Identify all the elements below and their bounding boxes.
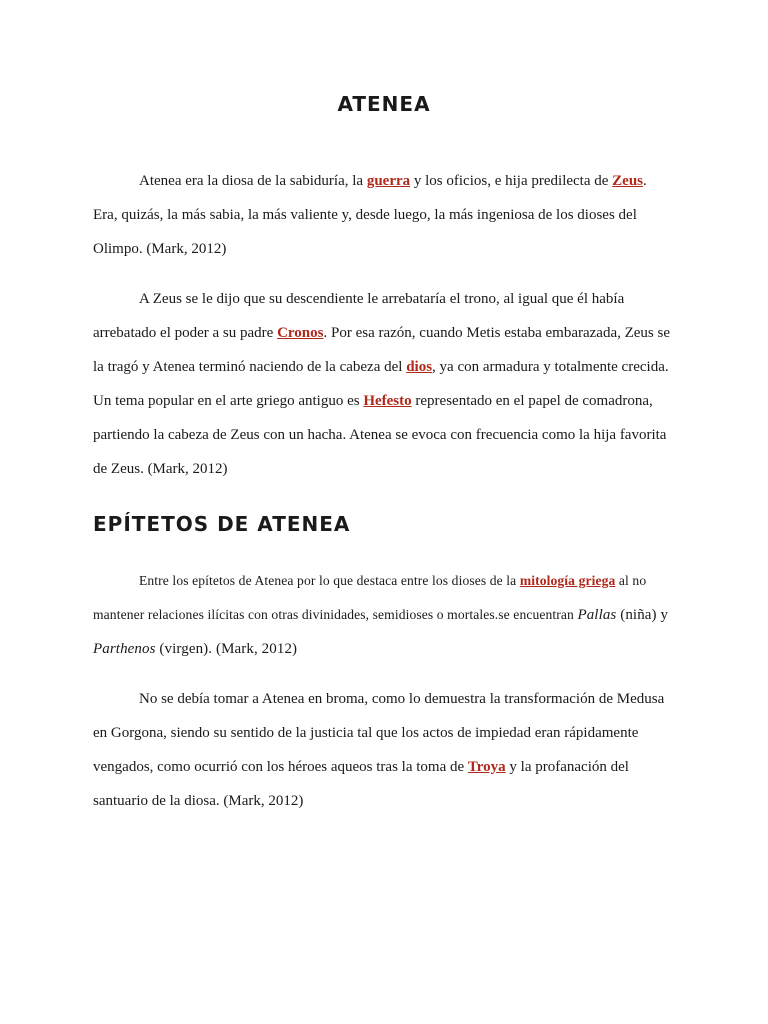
paragraph-epithets — [93, 564, 675, 666]
paragraph-intro — [93, 164, 675, 266]
page-title: ATENEA — [337, 92, 431, 116]
paragraph-text: (virgen). (Mark, 2012) — [155, 641, 298, 657]
paragraph-text: , ya con armadura y totalmente crecida. Un tema popular en el arte griego antiguo es — [93, 359, 669, 409]
paragraph-text: Entre los epítetos de Atenea por lo que destaca entre los dioses de la — [139, 573, 520, 588]
epithet-pallas: Pallas — [577, 607, 617, 623]
epithet-parthenos: Parthenos — [93, 641, 156, 657]
link-guerra[interactable]: guerra — [366, 173, 411, 189]
paragraph-text: Atenea era la diosa de la sabiduría, la — [139, 173, 367, 189]
paragraph-text: . Por esa razón, cuando Metis estaba embarazada, Zeus se la tragó y Atenea terminó naciendo de la cabeza del — [93, 325, 671, 375]
paragraph-text: representado en el papel de comadrona, partiendo la cabeza de Zeus con un hacha. Atenea se evoca con frecuencia como la hija favorita de Zeus. (Mark, 2012) — [93, 393, 667, 477]
link-troya[interactable]: Troya — [467, 759, 506, 775]
document-page — [93, 86, 675, 834]
link-hefesto[interactable]: Hefesto — [363, 393, 412, 409]
paragraph-text: y los oficios, e hija predilecta de — [410, 173, 613, 189]
link-zeus[interactable]: Zeus — [612, 173, 644, 189]
link-cronos[interactable]: Cronos — [277, 325, 324, 341]
paragraph-text: No se debía tomar a Atenea en broma, como lo demuestra la transformación de Medusa en Gorgona, siendo su sentido de la justicia tal que los actos de impiedad eran rápidamente vengados, como ocurrió con los héroes aqueos tras la toma de — [93, 691, 665, 775]
paragraph-justice — [93, 682, 675, 818]
paragraph-text: al no mantener relaciones ilícitas con otras divinidades, semidioses o mortales.se encuentran — [93, 573, 647, 622]
paragraph-birth — [93, 282, 675, 486]
paragraph-text: . Era, quizás, la más sabia, la más valiente y, desde luego, la más ingeniosa de los dioses del Olimpo. (Mark, 2012) — [93, 173, 647, 257]
paragraph-text: A Zeus se le dijo que su descendiente le arrebataría el trono, al igual que él había arrebatado el poder a su padre — [93, 291, 625, 341]
paragraph-text: (niña) y — [616, 607, 669, 623]
link-mitologia-griega[interactable]: mitología griega — [519, 573, 616, 588]
section-heading: EPÍTETOS DE ATENEA — [93, 512, 351, 536]
paragraph-text: y la profanación del santuario de la diosa. (Mark, 2012) — [93, 759, 629, 809]
link-dios[interactable]: dios — [406, 359, 433, 375]
